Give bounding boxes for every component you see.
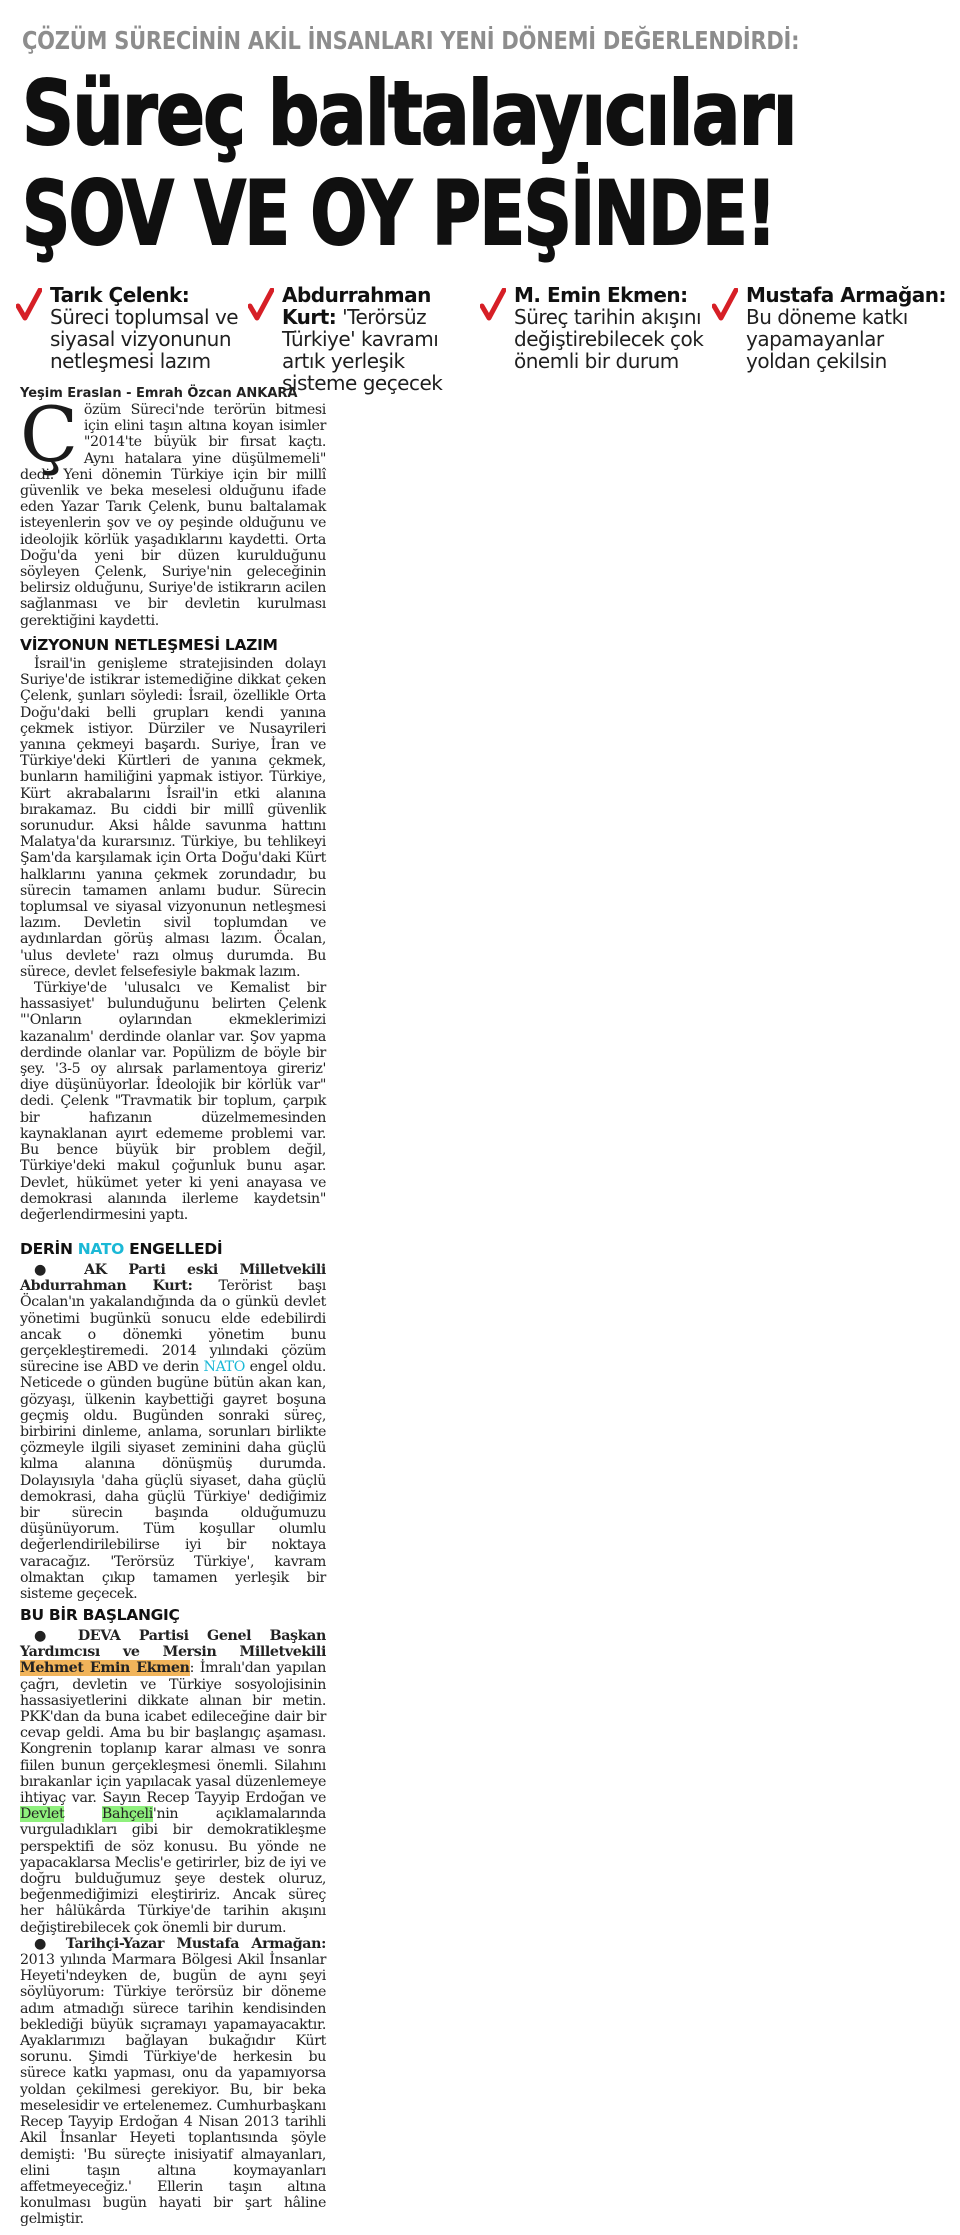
intro-text: özüm Süreci'nde terörün bitmesi için elini taşın altına koyan isimler "2014'te büyük bir fırsat kaçtı. Aynı hatalara yine düşülmemeli" dedi. Yeni dönemin Türkiye için bir millî güvenlik ve beka meselesi olduğunu ifade eden Yazar Tarık Çelenk, bunu baltalamak isteyenlerin şov ve oy peşinde olduğunu ve ideolojik körlük yaşadıklarını kaydetti. Orta Doğu'da yeni bir düzen kurulduğunu söyleyen Çelenk, Suriye'nin geleceğinin belirsiz olduğunu, Suriye'de istikrarın acilen sağlanması ve bir devletin kurulması gerektiğini kaydetti. <box>20 402 326 629</box>
section1-paragraph-2: Türkiye'de 'ulusalcı ve Kemalist bir hassasiyet' bulunduğunu belirten Çelenk "'Onların oylarından ekmeklerimizi kazanalım' derdinde olanlar var. Şov yapma derdinde olanlar var. Popülizm de böyle bir şey. '3-5 oy alırsak parlamentoya gireriz' diye düşünüyorlar. İdeolojik bir körlük var" dedi. Çelenk "Travmatik bir toplum, çarpık bir hafızanın düzelmemesinden kaynaklanan ayırt edememe problemi var. Bu bence büyük bir problem değil, Türkiye'deki makul çoğunluk bunu aşar. Devlet, hükümet yeter ki yeni anayasa ve demokrasi alanında ilerleme kaydetsin" değerlendirmesini yaptı. <box>20 980 326 1223</box>
subheading-baslangic: BU BİR BAŞLANGIÇ <box>20 1606 180 1624</box>
quote-name: Tarık Çelenk: <box>50 283 190 307</box>
quote-name: Abdurrahman Kurt: <box>282 283 431 329</box>
quote-name: Mustafa Armağan: <box>746 283 946 307</box>
section2-paragraph: ● AK Parti eski Milletvekili Abdurrahman Kurt: Terörist başı Öcalan'ın yakalandığında da o günkü devlet yönetimi bugünkü sonucu elde edebilirdi ancak o dönemki yönetim bunu gerçekleştiremedi. 2014 yılındaki çözüm sürecine ise ABD ve derin NATO engel oldu. Neticede o günden bugüne bütün akan kan, gözyaşı, ülkenin kaybettiği gayret boşuna geçmiş oldu. Bugünden sonraki süreç, birbirini dinleme, anlama, sorunları birlikte çözmeyle ilgili siyaset zeminini daha güçlü kılma alanına dönüşmüş durumda. Dolayısıyla 'daha güçlü siyaset, daha güçlü demokrasi, daha güçlü Türkiye' dediğimiz bir sürecin başında olduğumuzu düşünüyorum. Tüm koşullar olumlu değerlendirilebilirse iyi bir noktaya varacağız. 'Terörsüz Türkiye', kavram olmaktan çıkıp tamamen yerleşik bir sisteme geçecek. <box>20 1262 326 1603</box>
speaker-kurt: AK Parti eski Milletvekili Abdurrahman Kurt: <box>20 1262 326 1295</box>
subheading-vizyon: VİZYONUN NETLEŞMESİ LAZIM <box>20 636 278 654</box>
speaker-ekmen: DEVA Partisi Genel Başkan Yardımcısı ve Mersin Milletvekili <box>20 1628 326 1661</box>
nato-highlight-inline: NATO <box>203 1359 246 1376</box>
quote-text: Bu döneme katkı yapamayanlar yoldan çekilsin <box>746 305 908 373</box>
headline-line-2: ŞOV VE OY PEŞİNDE! <box>22 162 776 265</box>
check-icon <box>480 288 506 322</box>
bullet-dot: ● <box>34 1935 66 1952</box>
quote-text: Süreci toplumsal ve siyasal vizyonunun netleşmesi lazım <box>50 305 239 373</box>
check-icon <box>248 288 274 322</box>
section3-body <box>20 1628 326 2228</box>
section1-paragraph-1: İsrail'in genişleme stratejisinden dolayı Suriye'de istikrar istemediğine dikkat çeken Çelenk, şunları söyledi: İsrail, özellikle Orta Doğu'daki belli grupları kendi yanına çekmek istiyor. Dürziler ve Nusayrileri yanına çekmeyi başardı. Suriye, İran ve Türkiye'deki Kürtleri de yanına çekmek, bunların hamiliğini yapmak istiyor. Türkiye, Kürt akrabalarını İsrail'in etki alanına bırakamaz. Bu ciddi bir millî güvenlik sorunudur. Aksi hâlde savunma hattını Malatya'da kurarsınız. Türkiye, bu tehlikeyi Şam'da karşılamak için Orta Doğu'daki Kürt halklarını yanına çekmek zorundadır, bu sürecin tamamen anlamı budur. Sürecin toplumsal ve siyasal vizyonunun netleşmesi lazım. Devletin sivil toplumdan ve aydınlardan görüş alması lazım. Öcalan, 'ulus devlete' razı olmuş durumda. Bu sürece, devlet felsefesiyle bakmak lazım. <box>20 656 326 980</box>
headline-line-1: Süreç baltalayıcıları <box>22 62 796 165</box>
check-icon <box>16 288 42 322</box>
section1-body <box>20 656 326 1223</box>
quote-name: M. Emin Ekmen: <box>514 283 688 307</box>
section3-paragraph-1: ● DEVA Partisi Genel Başkan Yardımcısı ve Mersin Milletvekili Mehmet Emin Ekmen: İmralı'dan yapılan çağrı, devletin ve Türkiye sosyolojisinin hassasiyetlerini dikkate alınan bir metin. PKK'dan da buna icabet edileceğine dair bir cevap geldi. Ama bu bir başlangıç aşaması. Kongrenin toplanıp karar alması ve sonra fiilen bunun gerçekleşmesi önemli. Silahını bırakanlar için yapılacak yasal düzenlemeye ihtiyaç var. Sayın Recep Tayyip Erdoğan ve Devlet Bahçeli'nin açıklamalarında vurguladıkları gibi bir demokratikleşme perspektifi de söz konusu. Bu yönde ne yapacaklarsa Meclis'e getirirler, biz de iyi ve doğru bulduğumuz şeye destek oluruz, beğenmediğimizi eleştiririz. Ancak süreç her hâlükârda Türkiye'de tarihin akışını değiştirebilecek çok önemli bir durum. <box>20 1628 326 1936</box>
section3-paragraph-2: ● Tarihçi-Yazar Mustafa Armağan: 2013 yılında Marmara Bölgesi Akil İnsanlar Heyeti'ndeyken de, bugün de aynı şeyi söylüyorum: Türkiye terörsüz bir döneme adım atmadığı sürece tarihin kendisinden beklediği büyük sıçramayı yapamayacaktır. Ayaklarımızı bağlayan bukağıdır Kürt sorunu. Şimdi Türkiye'de herkesin bu sürece katkı yapması, onu da yapamıyorsa yoldan çekilmesi gerekiyor. Bu, bir beka meselesidir ve ertelenemez. Cumhurbaşkanı Recep Tayyip Erdoğan 4 Nisan 2013 tarihli Akil İnsanlar Heyeti toplantısında şöyle demişti: 'Bu süreçte inisiyatif almayanları, elini taşın altına koymayanları affetmeyeceğiz.' Ellerin taşın altına konulması bugün hayati bir şart hâline gelmiştir. <box>20 1935 326 2228</box>
quote-text: Süreç tarihin akışını değiştirebilecek çok önemli bir durum <box>514 305 704 373</box>
subheading-derin-nato: DERİN NATO ENGELLEDİ <box>20 1240 223 1258</box>
name-highlight-ekmen: Mehmet Emin Ekmen <box>20 1660 190 1677</box>
check-icon <box>712 288 738 322</box>
nato-highlight: NATO <box>77 1240 125 1258</box>
drop-cap: Ç <box>20 390 78 479</box>
name-highlight-devlet: Devlet <box>20 1806 65 1823</box>
bullet-dot: ● <box>34 1262 85 1278</box>
byline: Yeşim Eraslan - Emrah Özcan ANKARA <box>20 386 298 401</box>
quote-text: 'Terörsüz Türkiye' kavramı artık yerleşik sisteme geçecek <box>282 305 443 395</box>
speaker-armagan: Tarihçi-Yazar Mustafa Armağan: <box>65 1935 326 1952</box>
name-highlight-bahceli: Bahçeli <box>101 1806 153 1823</box>
kicker: ÇÖZÜM SÜRECİNİN AKİL İNSANLARI YENİ DÖNEMİ DEĞERLENDİRDİ: <box>22 26 800 55</box>
bullet-dot: ● <box>34 1628 78 1644</box>
section2-body <box>20 1262 326 1602</box>
